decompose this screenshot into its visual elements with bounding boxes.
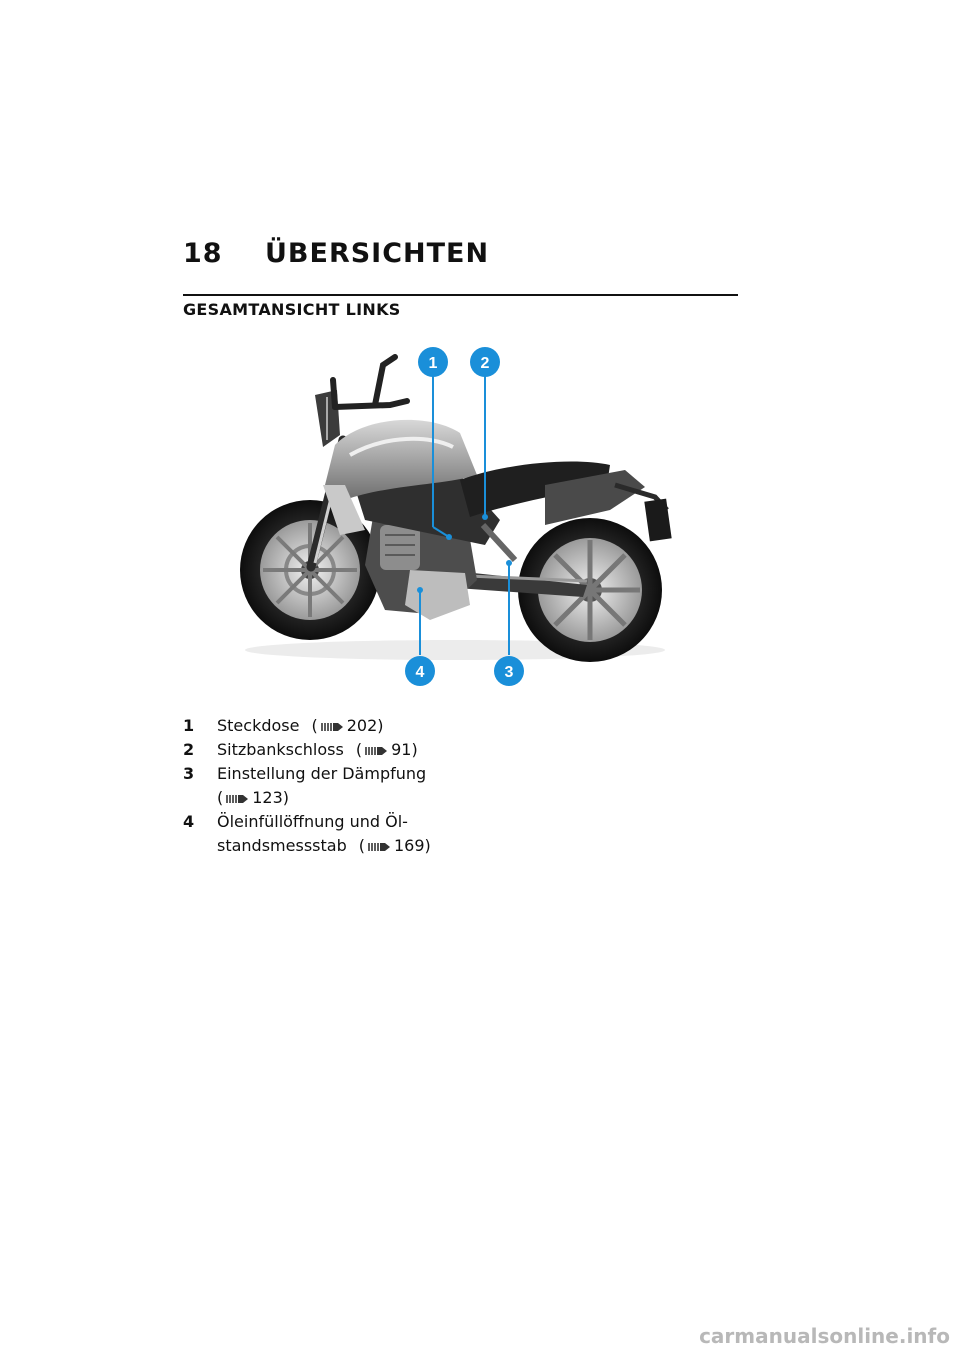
legend-text: Öleinfüllöffnung und Öl-standsmessstab [217,812,408,855]
svg-text:2: 2 [480,355,490,372]
legend-text: Einstellung der Dämpfung [217,764,427,783]
watermark: carmanualsonline.info [699,1324,950,1348]
callout-badge-2 [470,347,500,377]
legend-item [183,738,503,762]
page-arrow-icon [225,793,249,805]
legend-number: 3 [183,764,195,783]
page-arrow-icon [367,841,391,853]
legend-list [183,714,503,858]
page-number: 18 [183,238,223,269]
license-plate [644,499,671,542]
legend-item [183,714,503,738]
callout-badge-1 [418,347,448,377]
page-number-ref: 91 [391,740,412,759]
page-arrow-icon [364,745,388,757]
motorcycle-illustration [215,335,685,695]
page-number-ref: 123 [252,788,283,807]
header-rule [183,294,738,296]
page-reference[interactable]: ( 91) [355,740,418,759]
handlebar [333,357,407,407]
svg-text:1: 1 [428,355,438,372]
legend-number: 2 [183,740,195,759]
page-reference[interactable]: ( 202) [311,716,384,735]
chapter-title: ÜBERSICHTEN [265,238,490,269]
legend-item [183,810,503,858]
page-number-ref: 169 [393,836,425,855]
section-title: GESAMTANSICHT LINKS [183,300,401,319]
legend-number: 1 [183,716,195,735]
callout-badge-4 [405,656,435,686]
legend-text: Sitzbankschloss [217,740,344,759]
page-arrow-icon [320,721,344,733]
svg-text:4: 4 [415,664,425,681]
page-reference[interactable]: ( 169) [358,836,431,855]
page-reference[interactable]: ( 123) [217,788,290,807]
page-number-ref: 202 [346,716,378,735]
legend-text: Steckdose [217,716,300,735]
legend-number: 4 [183,812,195,831]
legend-item [183,762,503,810]
callout-badge-3 [494,656,524,686]
svg-text:3: 3 [504,664,514,681]
